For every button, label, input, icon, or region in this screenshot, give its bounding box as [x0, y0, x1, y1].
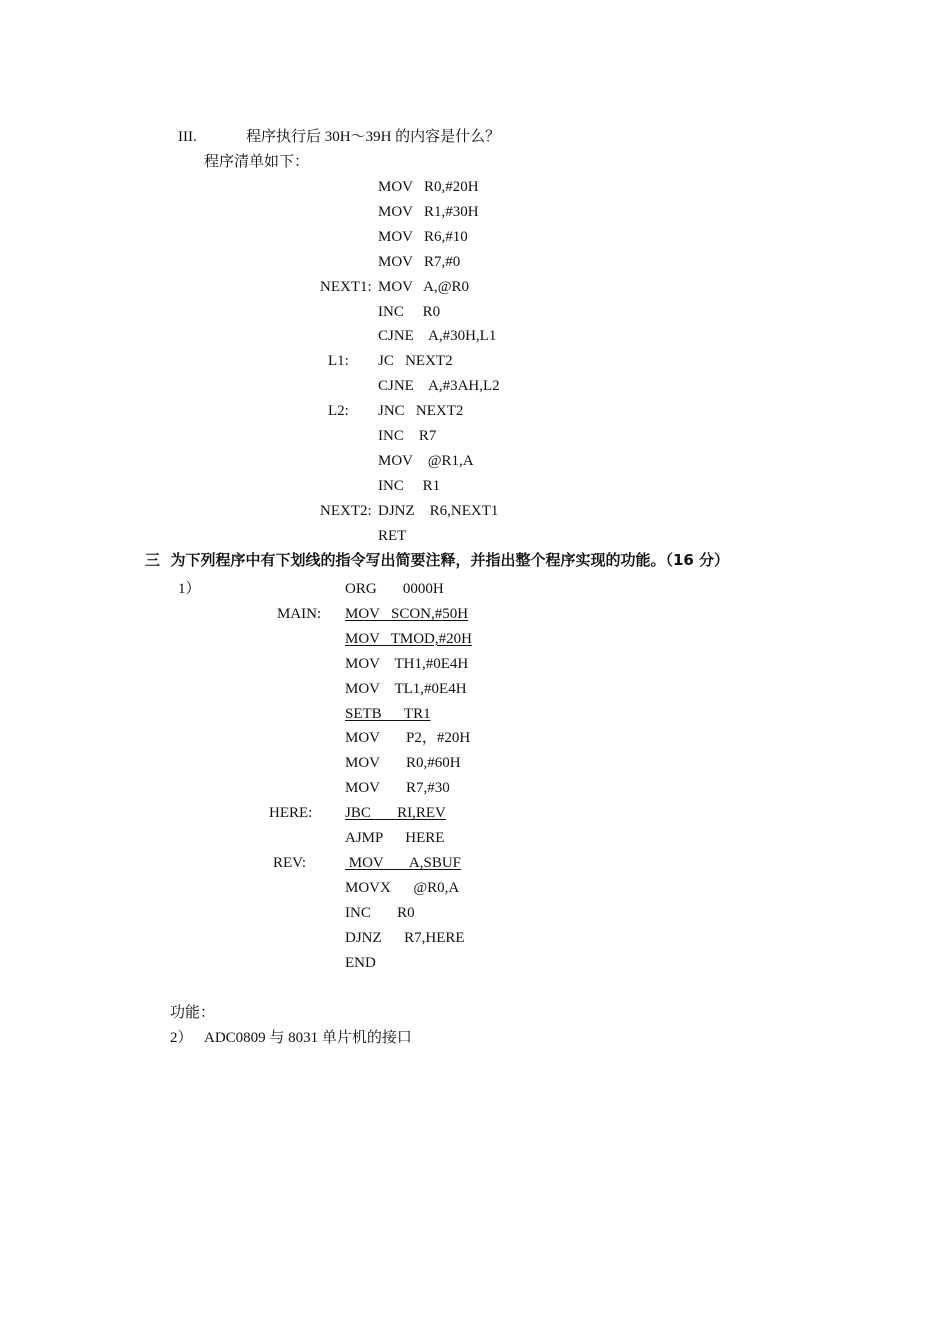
code-instruction: MOV A,SBUF — [345, 854, 462, 871]
code-instruction: MOV R0,#20H — [378, 179, 479, 195]
code-instruction: INC R1 — [378, 477, 441, 494]
code-instruction: MOV R0,#60H — [345, 755, 461, 772]
code-label: L1: — [328, 353, 349, 370]
code-instruction: INC R0 — [345, 904, 415, 921]
code-instruction: CJNE A,#30H,L1 — [378, 328, 497, 345]
code-instruction: MOV R1,#30H — [378, 203, 479, 220]
code-label: MAIN: — [277, 605, 322, 622]
program-number: 1） — [178, 581, 201, 597]
code-instruction: CJNE A,#3AH,L2 — [378, 378, 500, 395]
code-instruction: MOV TH1,#0E4H — [345, 655, 469, 672]
program-title: ADC0809 与 8031 单片机的接口 — [204, 1030, 412, 1046]
code-instruction: MOV TL1,#0E4H — [345, 680, 467, 697]
question-text: 程序执行后 30H～39H 的内容是什么？ — [246, 129, 501, 145]
code-instruction: MOV R7,#30 — [345, 780, 450, 797]
code-label: L2: — [328, 403, 349, 420]
section-heading: 三 为下列程序中有下划线的指令写出简要注释，并指出整个程序实现的功能。（16 分） — [145, 551, 730, 569]
code-instruction: JNC NEXT2 — [378, 403, 464, 420]
code-instruction: INC R0 — [378, 303, 441, 320]
program-number: 2） — [170, 1030, 193, 1046]
question-number: III. — [178, 129, 197, 145]
code-label: NEXT1: — [320, 278, 372, 295]
code-instruction: INC R7 — [378, 428, 437, 444]
code-instruction: MOV R6,#10 — [378, 228, 468, 245]
function-label: 功能： — [170, 1005, 216, 1021]
code-label: HERE: — [269, 805, 313, 822]
code-label: NEXT2: — [320, 502, 372, 519]
program-intro: 程序清单如下： — [204, 154, 310, 170]
code-instruction: MOV @R1,A — [378, 452, 474, 469]
code-instruction: SETB TR1 — [345, 705, 431, 722]
code-instruction: JC NEXT2 — [378, 353, 453, 370]
code-label: REV: — [273, 854, 307, 871]
code-instruction: MOV SCON,#50H — [345, 605, 469, 622]
code-instruction: RET — [378, 527, 407, 544]
code-instruction: JBC RI,REV — [345, 805, 446, 822]
code-instruction: DJNZ R6,NEXT1 — [378, 502, 499, 519]
code-instruction: MOVX @R0,A — [345, 879, 460, 896]
code-instruction: MOV P2，#20H — [345, 730, 471, 747]
code-instruction: MOV A,@R0 — [378, 278, 470, 295]
code-instruction: ORG 0000H — [345, 581, 444, 597]
code-instruction: AJMP HERE — [345, 830, 445, 846]
code-instruction: MOV TMOD,#20H — [345, 630, 472, 647]
code-instruction: END — [345, 954, 376, 971]
code-instruction: MOV R7,#0 — [378, 253, 461, 270]
code-instruction: DJNZ R7,HERE — [345, 929, 465, 946]
